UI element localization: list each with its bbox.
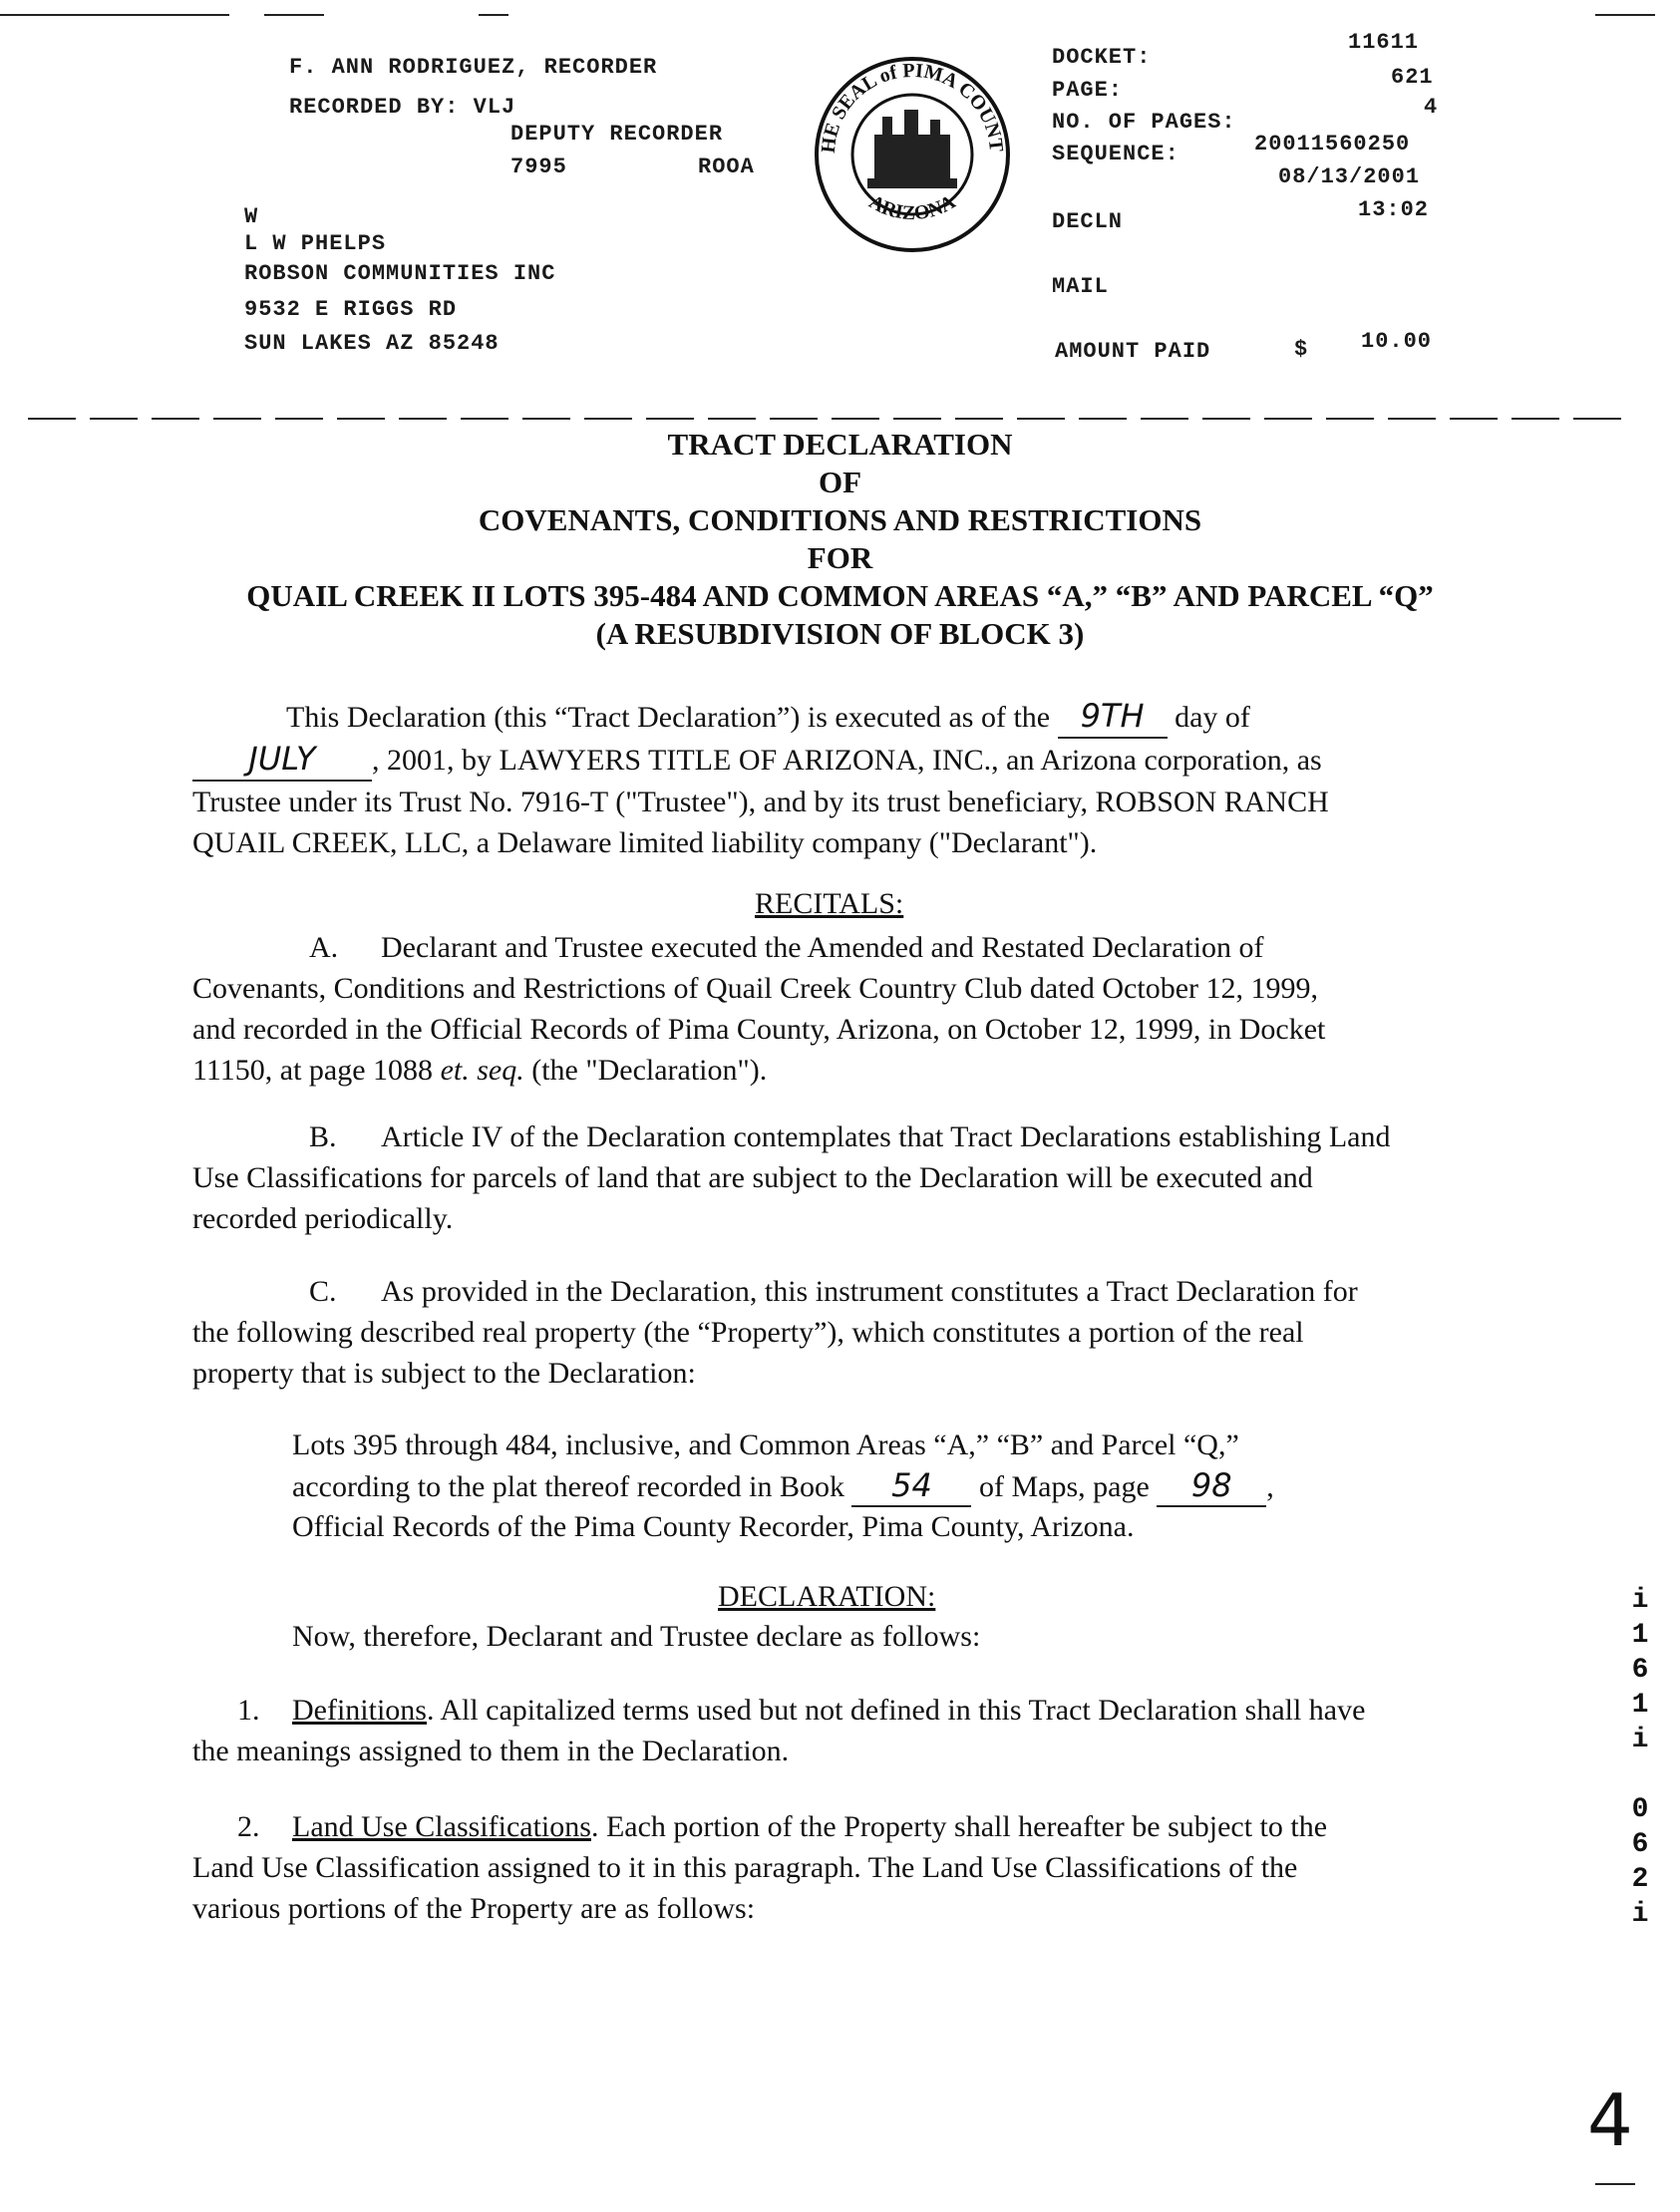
item-2-title: Land Use Classifications [292, 1810, 591, 1843]
top-rule-3 [479, 14, 508, 16]
addressee-line-4: SUN LAKES AZ 85248 [244, 331, 500, 356]
intro-line-4: QUAIL CREEK, LLC, a Delaware limited liability company ("Declarant"). [192, 826, 1098, 859]
recitals-heading: RECITALS: [755, 887, 904, 920]
decln-label: DECLN [1052, 209, 1124, 234]
top-rule-4 [1595, 14, 1655, 16]
title-line-3: COVENANTS, CONDITIONS AND RESTRICTIONS [478, 502, 1202, 537]
deputy-code: ROOA [698, 155, 755, 179]
addressee-line-3: 9532 E RIGGS RD [244, 297, 458, 322]
addressee-line-1: L W PHELPS [244, 231, 387, 256]
margin-stamp-2: 6 [1631, 1655, 1649, 1686]
sequence-value: 20011560250 [1254, 132, 1411, 157]
record-date: 08/13/2001 [1278, 164, 1421, 189]
margin-stamp-0: i [1631, 1585, 1649, 1616]
recorded-by: RECORDED BY: VLJ [289, 95, 516, 120]
sequence-label: SEQUENCE: [1052, 142, 1179, 166]
amount-currency: $ [1294, 337, 1309, 362]
recital-b: B. Article IV of the Declaration contemplates that Tract Declarations establishing Land Use Classifications for parcels of land that are subject to the Declaration will be executed and recorded periodically. [192, 1120, 1391, 1235]
title-line-6: (A RESUBDIVISION OF BLOCK 3) [595, 616, 1085, 651]
handwritten-month: JULY [192, 739, 372, 782]
pages-label: NO. OF PAGES: [1052, 110, 1236, 135]
amount-label: AMOUNT PAID [1055, 339, 1211, 364]
top-rule [0, 14, 229, 16]
title-line-5: QUAIL CREEK II LOTS 395-484 AND COMMON AREAS “A,” “B” AND PARCEL “Q” [246, 578, 1434, 613]
title-line-1: TRACT DECLARATION [667, 427, 1013, 462]
title-line-4: FOR [807, 540, 873, 575]
header-separator [28, 409, 1623, 415]
margin-stamp-4: i [1631, 1725, 1649, 1755]
recital-c: C. As provided in the Declaration, this instrument constitutes a Tract Declaration for the following described real property (the “Property”), which constitutes a portion of the real property that is subject to the Declaration: [192, 1275, 1358, 1390]
handwritten-book: 54 [851, 1465, 971, 1507]
page-value: 621 [1391, 65, 1434, 90]
item-1: 1. Definitions. All capitalized terms used but not defined in this Tract Declaration shall have the meanings assigned to them in the Declaration. [192, 1694, 1366, 1767]
intro-line-3: Trustee under its Trust No. 7916-T ("Trustee"), and by its trust beneficiary, ROBSON RANCH [192, 786, 1329, 818]
deputy-number: 7995 [510, 155, 567, 179]
w-mark: W [244, 204, 259, 229]
margin-stamp-7: 2 [1631, 1864, 1649, 1895]
item-1-title: Definitions [292, 1694, 427, 1727]
margin-stamp-6: 6 [1631, 1829, 1649, 1860]
property-description: Lots 395 through 484, inclusive, and Common Areas “A,” “B” and Parcel “Q,” according to the plat thereof recorded in Book 54 of Maps, page 98 , Official Records of the Pima County Recorder, Pima County, Arizona. [292, 1428, 1274, 1543]
addressee-line-2: ROBSON COMMUNITIES INC [244, 261, 556, 286]
amount-value: 10.00 [1361, 329, 1433, 354]
margin-stamp-3: 1 [1631, 1690, 1649, 1721]
handwritten-page: 98 [1157, 1465, 1266, 1507]
handwritten-page-mark: 4 [1587, 2078, 1633, 2162]
page-mark-underline [1595, 2183, 1635, 2185]
docket-label: DOCKET: [1052, 45, 1152, 70]
margin-stamp-5: 0 [1631, 1794, 1649, 1825]
recital-a: A. Declarant and Trustee executed the Amended and Restated Declaration of Covenants, Conditions and Restrictions of Quail Creek Country Club dated October 12, 1999, and recorded in the Official Records of Pima County, Arizona, on October 12, 1999, in Docket 11150, at page 1088 et. seq. (the "Declaration"). [192, 931, 1326, 1087]
docket-value: 11611 [1348, 30, 1420, 55]
intro-paragraph [192, 696, 1484, 863]
top-rule-2 [264, 14, 324, 16]
page-label: PAGE: [1052, 78, 1124, 103]
item-2: 2. Land Use Classifications. Each portion of the Property shall hereafter be subject to the Land Use Classification assigned to it in this paragraph. The Land Use Classifications of the various portions of the Property are as follows: [192, 1810, 1328, 1925]
margin-stamp-1: 1 [1631, 1620, 1649, 1651]
margin-stamp-8: i [1631, 1899, 1649, 1930]
deputy-recorder: DEPUTY RECORDER [510, 122, 724, 147]
recorder-name: F. ANN RODRIGUEZ, RECORDER [289, 55, 658, 80]
handwritten-day: 9TH [1058, 696, 1168, 739]
title-line-2: OF [818, 465, 862, 499]
mail-label: MAIL [1052, 274, 1109, 299]
pages-value: 4 [1424, 95, 1439, 120]
svg-text:THE SEAL of PIMA COUNTY: HE SEAL of PIMA COUNT [817, 59, 1008, 155]
county-seal [813, 55, 1012, 254]
svg-text:ARIZONA: ARIZONA [864, 190, 960, 225]
record-time: 13:02 [1358, 197, 1430, 222]
intro-line-1: This Declaration (this “Tract Declaration”) is executed as of the 9TH day of [192, 696, 1484, 739]
declaration-heading: DECLARATION: [718, 1580, 936, 1613]
declaration-intro: Now, therefore, Declarant and Trustee declare as follows: [292, 1620, 981, 1653]
intro-line-2: JULY , 2001, by LAWYERS TITLE OF ARIZONA, INC., an Arizona corporation, as [192, 739, 1484, 782]
